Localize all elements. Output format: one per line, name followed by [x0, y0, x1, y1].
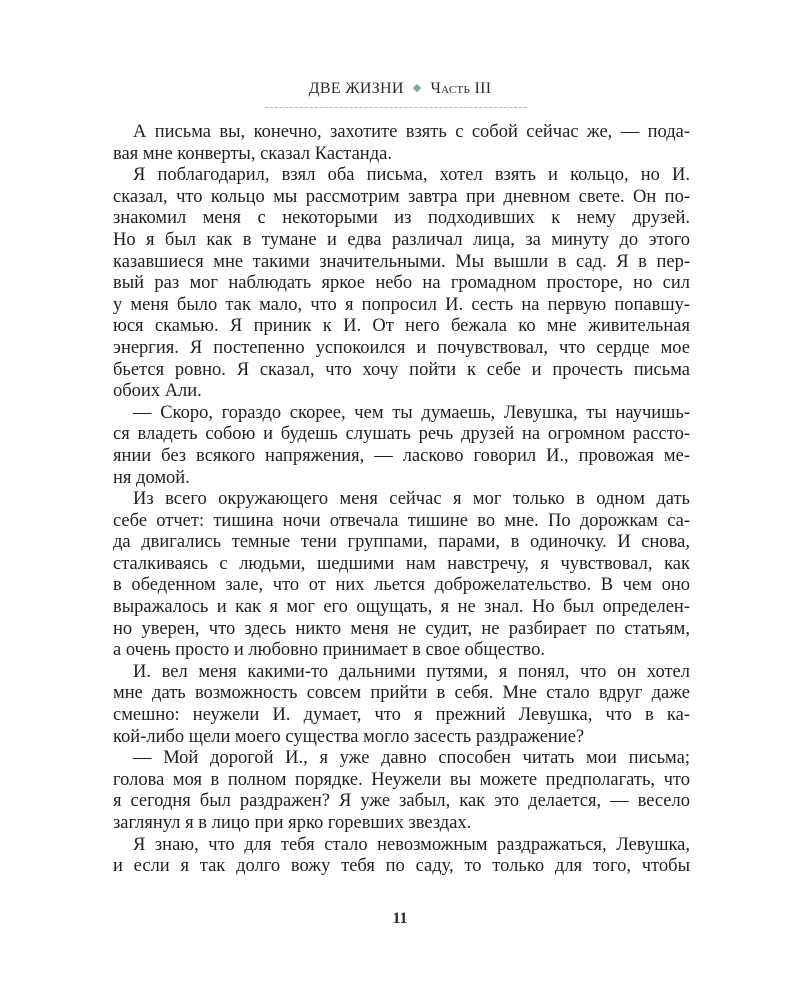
text-line: юся скамью. Я приник к И. От него бежала ко мне живительная [113, 316, 690, 337]
paragraph [113, 835, 690, 878]
text-line: кой-либо щели моего существа могло засесть раздражение? [113, 726, 585, 747]
book-title: ДВЕ ЖИЗНИ [308, 80, 404, 97]
text-line: вый раз мог наблюдать яркое небо на громадном просторе, но сил [113, 273, 690, 294]
text-line: ня домой. [113, 467, 190, 488]
text-line: А письма вы, конечно, захотите взять с собой сейчас же, — пода- [133, 122, 690, 142]
text-line: да двигались темные тени группами, парами, в одиночку. И снова, [113, 532, 690, 553]
text-line: я сегодня был раздражен? Я уже забыл, как это делается, — весело [113, 791, 690, 812]
text-line: Я поблагодарил, взял оба письма, хотел взять и кольцо, но И. [133, 165, 690, 186]
text-line: у меня было так мало, что я попросил И. сесть на первую попавшу- [113, 294, 690, 315]
paragraph [113, 403, 690, 489]
text-line: энергия. Я постепенно успокоился и почувствовал, что сердце мое [113, 337, 690, 358]
text-line: обоих Али. [113, 381, 202, 402]
text-line: бьется ровно. Я сказал, что хочу пойти к себе и прочесть письма [113, 359, 690, 380]
text-line: себе отчет: тишина ночи отвечала тишине во мне. По дорожкам са- [113, 510, 690, 531]
text-line: Я знаю, что для тебя стало невозможным раздражаться, Левушка, [133, 834, 690, 855]
text-line: знакомил меня с некоторыми из подходивших к нему друзей. [113, 208, 690, 229]
paragraph [113, 662, 690, 748]
diamond-ornament-icon: ◆ [412, 82, 422, 94]
text-line: вая мне конверты, сказал Кастанда. [113, 143, 392, 164]
text-line: Из всего окружающего меня сейчас я мог только в одном дать [133, 489, 690, 510]
text-line: янии без всякого напряжения, — ласково говорил И., провожая ме- [113, 445, 690, 466]
text-line: заглянул я в лицо при ярко горевших звездах. [113, 813, 472, 833]
text-line: и если я так долго вожу тебя по саду, то только для того, чтобы [113, 856, 690, 877]
text-line: сталкиваясь с людьми, шедшими нам навстречу, я чувствовал, как [113, 553, 690, 574]
text-line: голова моя в полном порядке. Неужели вы можете предполагать, что [113, 769, 690, 790]
text-line: но уверен, что здесь никто меня не судит, не разбирает по статьям, [113, 618, 690, 639]
paragraph [113, 748, 690, 834]
paragraph [113, 489, 690, 662]
text-line: — Скоро, гораздо скорее, чем ты думаешь, Левушка, ты научишь- [133, 402, 690, 423]
text-line: Но я был как в тумане и едва различал лица, за минуту до этого [113, 229, 690, 250]
text-line: казавшиеся мне такими значительными. Мы вышли в сад. Я в пер- [113, 251, 690, 272]
paragraph [113, 165, 690, 403]
text-line: в обеденном зале, что от них льется доброжелательство. В чем оно [113, 575, 690, 596]
running-header [0, 80, 800, 98]
part-label: Часть III [430, 80, 492, 97]
text-line: выражалось и как я мог его ощущать, я не знал. Но был определен- [113, 597, 690, 618]
paragraph [113, 122, 690, 165]
text-line: сказал, что кольцо мы рассмотрим завтра при дневном свете. Он по- [113, 186, 690, 207]
header-divider [265, 107, 527, 108]
text-line: мне дать возможность совсем прийти в себя. Мне стало вдруг даже [113, 683, 690, 704]
text-line: ся владеть собою и будешь слушать речь друзей на огромном рассто- [113, 424, 690, 445]
text-line: а очень просто и любовно принимает в свое общество. [113, 640, 546, 661]
text-line: смешно: неужели И. думает, что я прежний Левушка, что в ка- [113, 705, 690, 726]
text-line: — Мой дорогой И., я уже давно способен читать мои письма; [133, 748, 690, 769]
text-line: И. вел меня какими-то дальними путями, я понял, что он хотел [133, 661, 690, 682]
page-body-text [113, 122, 690, 878]
page-number: 11 [392, 910, 408, 927]
